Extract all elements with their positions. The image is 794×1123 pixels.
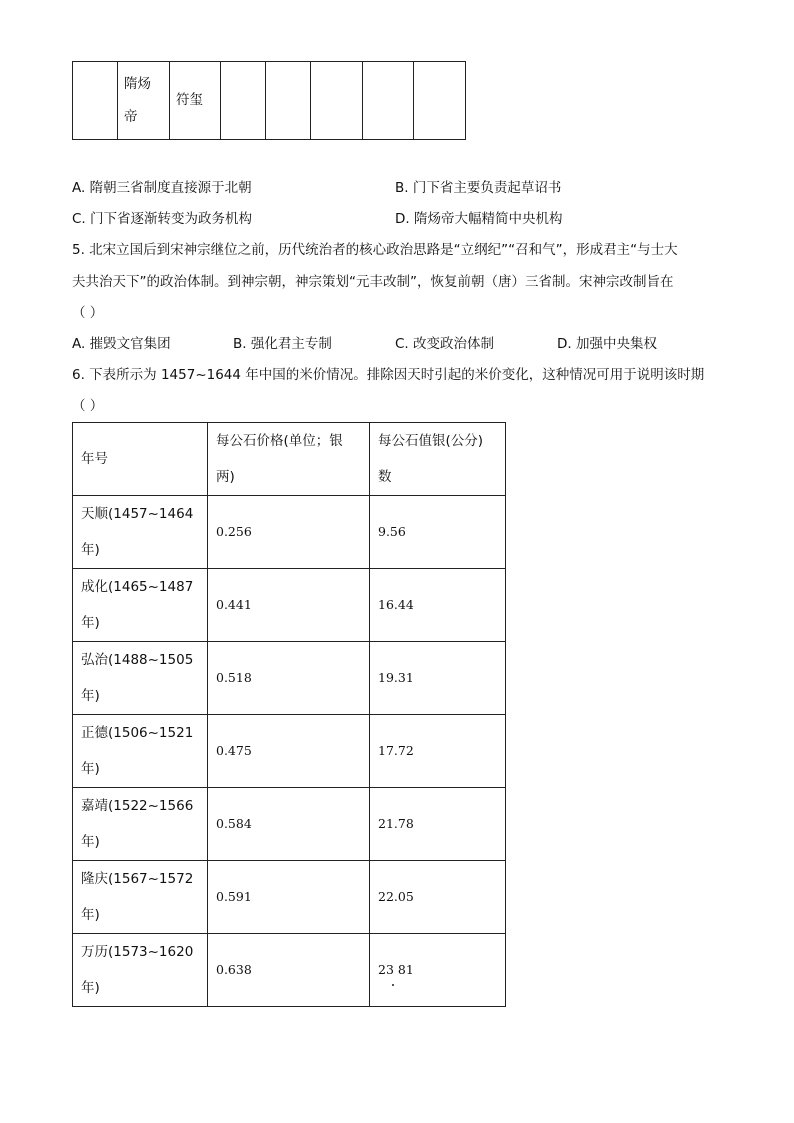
q5-option-a: A. 摧毁文官集团 (72, 336, 171, 352)
table-cell (266, 62, 311, 140)
table-cell: 0.441 (208, 569, 370, 642)
table-cell: 23 81 (370, 934, 506, 1007)
table-cell: 符玺 (170, 62, 221, 140)
table-cell: 0.475 (208, 715, 370, 788)
q4-option-d: D. 隋炀帝大幅精简中央机构 (395, 211, 563, 227)
table-cell: 0.584 (208, 788, 370, 861)
table-cell (363, 62, 414, 140)
price-table (72, 422, 506, 1007)
table-cell: 16.44 (370, 569, 506, 642)
table-row (73, 788, 506, 861)
table-header-cell: 每公石价格(单位；银 两) (208, 423, 370, 496)
table-header-cell: 每公石值银(公分) 数 (370, 423, 506, 496)
table-row (73, 642, 506, 715)
table-cell: 21.78 (370, 788, 506, 861)
table-cell: 22.05 (370, 861, 506, 934)
table-cell (221, 62, 266, 140)
table-cell: 万历(1573~1620 年) (73, 934, 208, 1007)
table-row (73, 934, 506, 1007)
q5-option-b: B. 强化君主专制 (233, 336, 332, 352)
table-cell: 弘治(1488~1505 年) (73, 642, 208, 715)
table-cell (311, 62, 363, 140)
table-cell: 0.638 (208, 934, 370, 1007)
table-cell: 隆庆(1567~1572 年) (73, 861, 208, 934)
table-cell: 0.256 (208, 496, 370, 569)
table-cell: 0.591 (208, 861, 370, 934)
q4-option-b: B. 门下省主要负责起草诏书 (395, 180, 562, 196)
table-cell (73, 62, 118, 140)
table-header-row (73, 423, 506, 496)
q6-stem-line1: 6. 下表所示为 1457~1644 年中国的米价情况。排除因天时引起的米价变化，这种情况可用于说明该时期 (72, 367, 705, 383)
q5-stem-line1: 5. 北宋立国后到宋神宗继位之前，历代统治者的核心政治思路是“立纲纪”“召和气”，形成君主“与士大 (72, 242, 678, 258)
table-cell (414, 62, 466, 140)
q5-option-d: D. 加强中央集权 (557, 336, 657, 352)
table-cell: 天顺(1457~1464 年) (73, 496, 208, 569)
table-row (73, 496, 506, 569)
table-cell: 正德(1506~1521 年) (73, 715, 208, 788)
q4-option-a: A. 隋朝三省制度直接源于北朝 (72, 180, 252, 196)
q6-stem-line2: （ ） (72, 398, 104, 414)
table-header-cell: 年号 (73, 423, 208, 496)
table-row (73, 715, 506, 788)
table-row (73, 861, 506, 934)
table-row (73, 62, 466, 140)
q5-option-c: C. 改变政治体制 (395, 336, 495, 352)
table-cell: 19.31 (370, 642, 506, 715)
table-cell: 隋炀 帝 (118, 62, 170, 140)
table-row (73, 569, 506, 642)
q4-option-c: C. 门下省逐渐转变为政务机构 (72, 211, 253, 227)
top-table (72, 61, 466, 140)
q5-stem-line3: （ ） (72, 305, 104, 321)
table-cell: 0.518 (208, 642, 370, 715)
table-cell: 嘉靖(1522~1566 年) (73, 788, 208, 861)
table-cell: 9.56 (370, 496, 506, 569)
table-cell: 成化(1465~1487 年) (73, 569, 208, 642)
table-cell: 17.72 (370, 715, 506, 788)
q5-stem-line2: 夫共治天下”的政治体制。到神宗朝，神宗策划“元丰改制”，恢复前朝（唐）三省制。宋神宗改制旨在 (72, 274, 674, 290)
stray-dot-mark (392, 984, 394, 986)
